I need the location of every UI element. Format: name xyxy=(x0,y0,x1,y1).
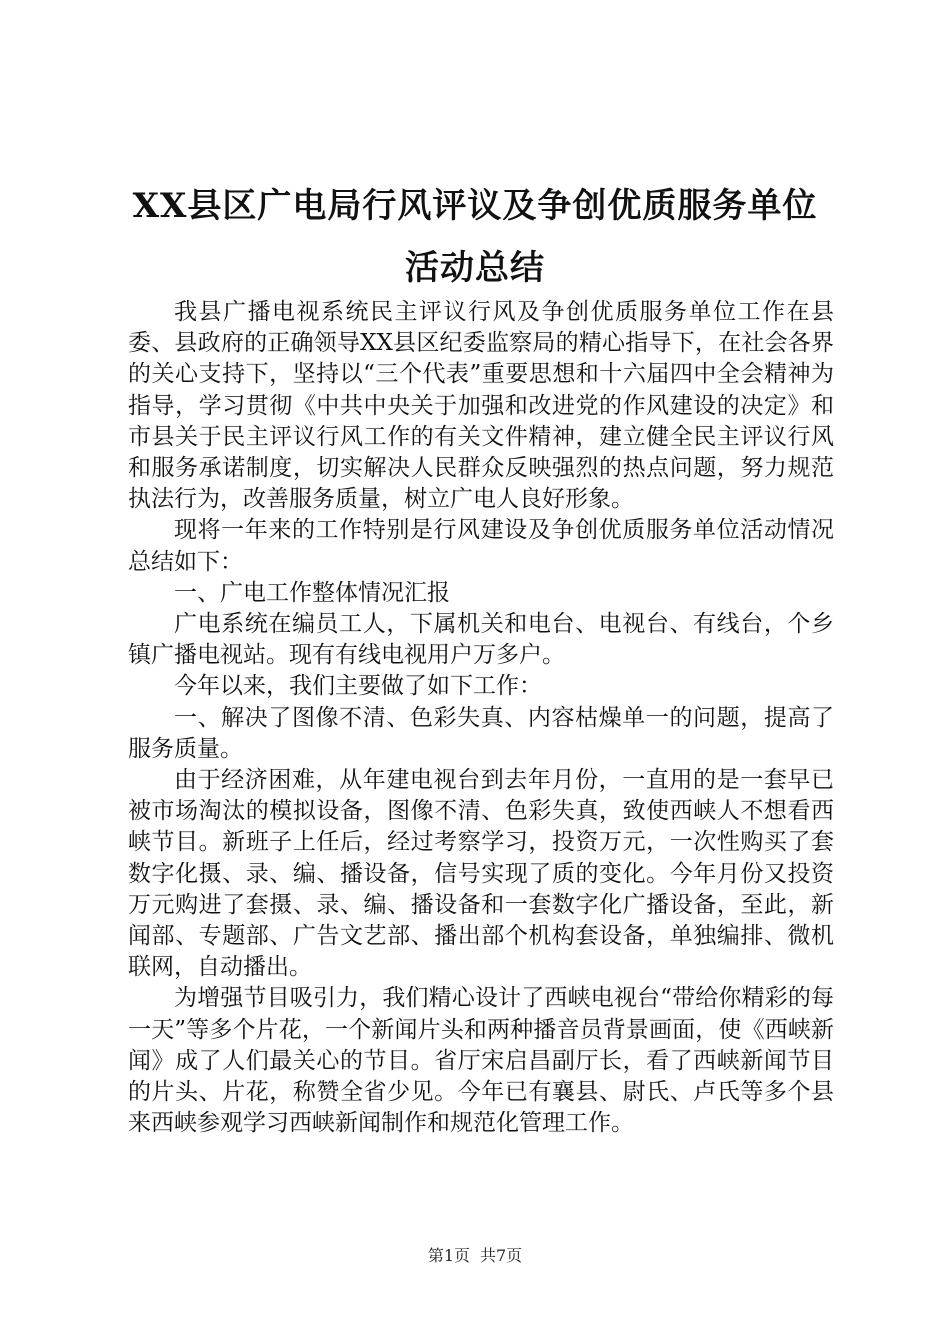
body-paragraph: 广电系统在编员工人，下属机关和电台、电视台、有线台，个乡镇广播电视站。现有有线电视用户万多户。 xyxy=(128,611,834,669)
body-paragraph: 我县广播电视系统民主评议行风及争创优质服务单位工作在县委、县政府的正确领导XX县区纪委监察局的精心指导下，在社会各界的关心支持下，坚持以“三个代表”重要思想和十六届四中全会精神为指导，学习贯彻《中共中央关于加强和改进党的作风建设的决定》和市县关于民主评议行风工作的有关文件精神，建立健全民主评议行风和服务承诺制度，切实解决人民群众反映强烈的热点问题，努力规范执法行为，改善服务质量，树立广电人良好形象。 xyxy=(128,299,834,513)
page-total: 共7页 xyxy=(480,1246,523,1265)
page-number: 第1页 xyxy=(427,1246,470,1265)
body-paragraph: 一、解决了图像不清、色彩失真、内容枯燥单一的问题，提高了服务质量。 xyxy=(128,704,834,762)
page-footer xyxy=(0,1243,950,1266)
body-paragraph: 为增强节目吸引力，我们精心设计了西峡电视台“带给你精彩的每一天”等多个片花，一个新闻片头和两种播音员背景画面，使《西峡新闻》成了人们最关心的节目。省厅宋启昌副厅长，看了西峡新闻节目的片头、片花，称赞全省少见。今年已有襄县、尉氏、卢氏等多个县来西峡参观学习西峡新闻制作和规范化管理工作。 xyxy=(128,985,834,1137)
document-title-line2: 活动总结 xyxy=(405,248,545,288)
body-paragraph: 今年以来，我们主要做了如下工作： xyxy=(174,673,542,700)
document-body xyxy=(128,297,834,1139)
body-paragraph: 现将一年来的工作特别是行风建设及争创优质服务单位活动情况总结如下： xyxy=(128,517,834,575)
section-heading: 一、广电工作整体情况汇报 xyxy=(174,579,450,606)
body-paragraph: 由于经济困难，从年建电视台到去年月份，一直用的是一套早已被市场淘汰的模拟设备，图像不清、色彩失真，致使西峡人不想看西峡节目。新班子上任后，经过考察学习，投资万元，一次性购买了套数字化摄、录、编、播设备，信号实现了质的变化。今年月份又投资万元购进了套摄、录、编、播设备和一套数字化广播设备，至此，新闻部、专题部、广告文艺部、播出部个机构套设备，单独编排、微机联网，自动播出。 xyxy=(128,767,834,981)
document-title-line1: XX县区广电局行风评议及争创优质服务单位 xyxy=(132,186,818,226)
